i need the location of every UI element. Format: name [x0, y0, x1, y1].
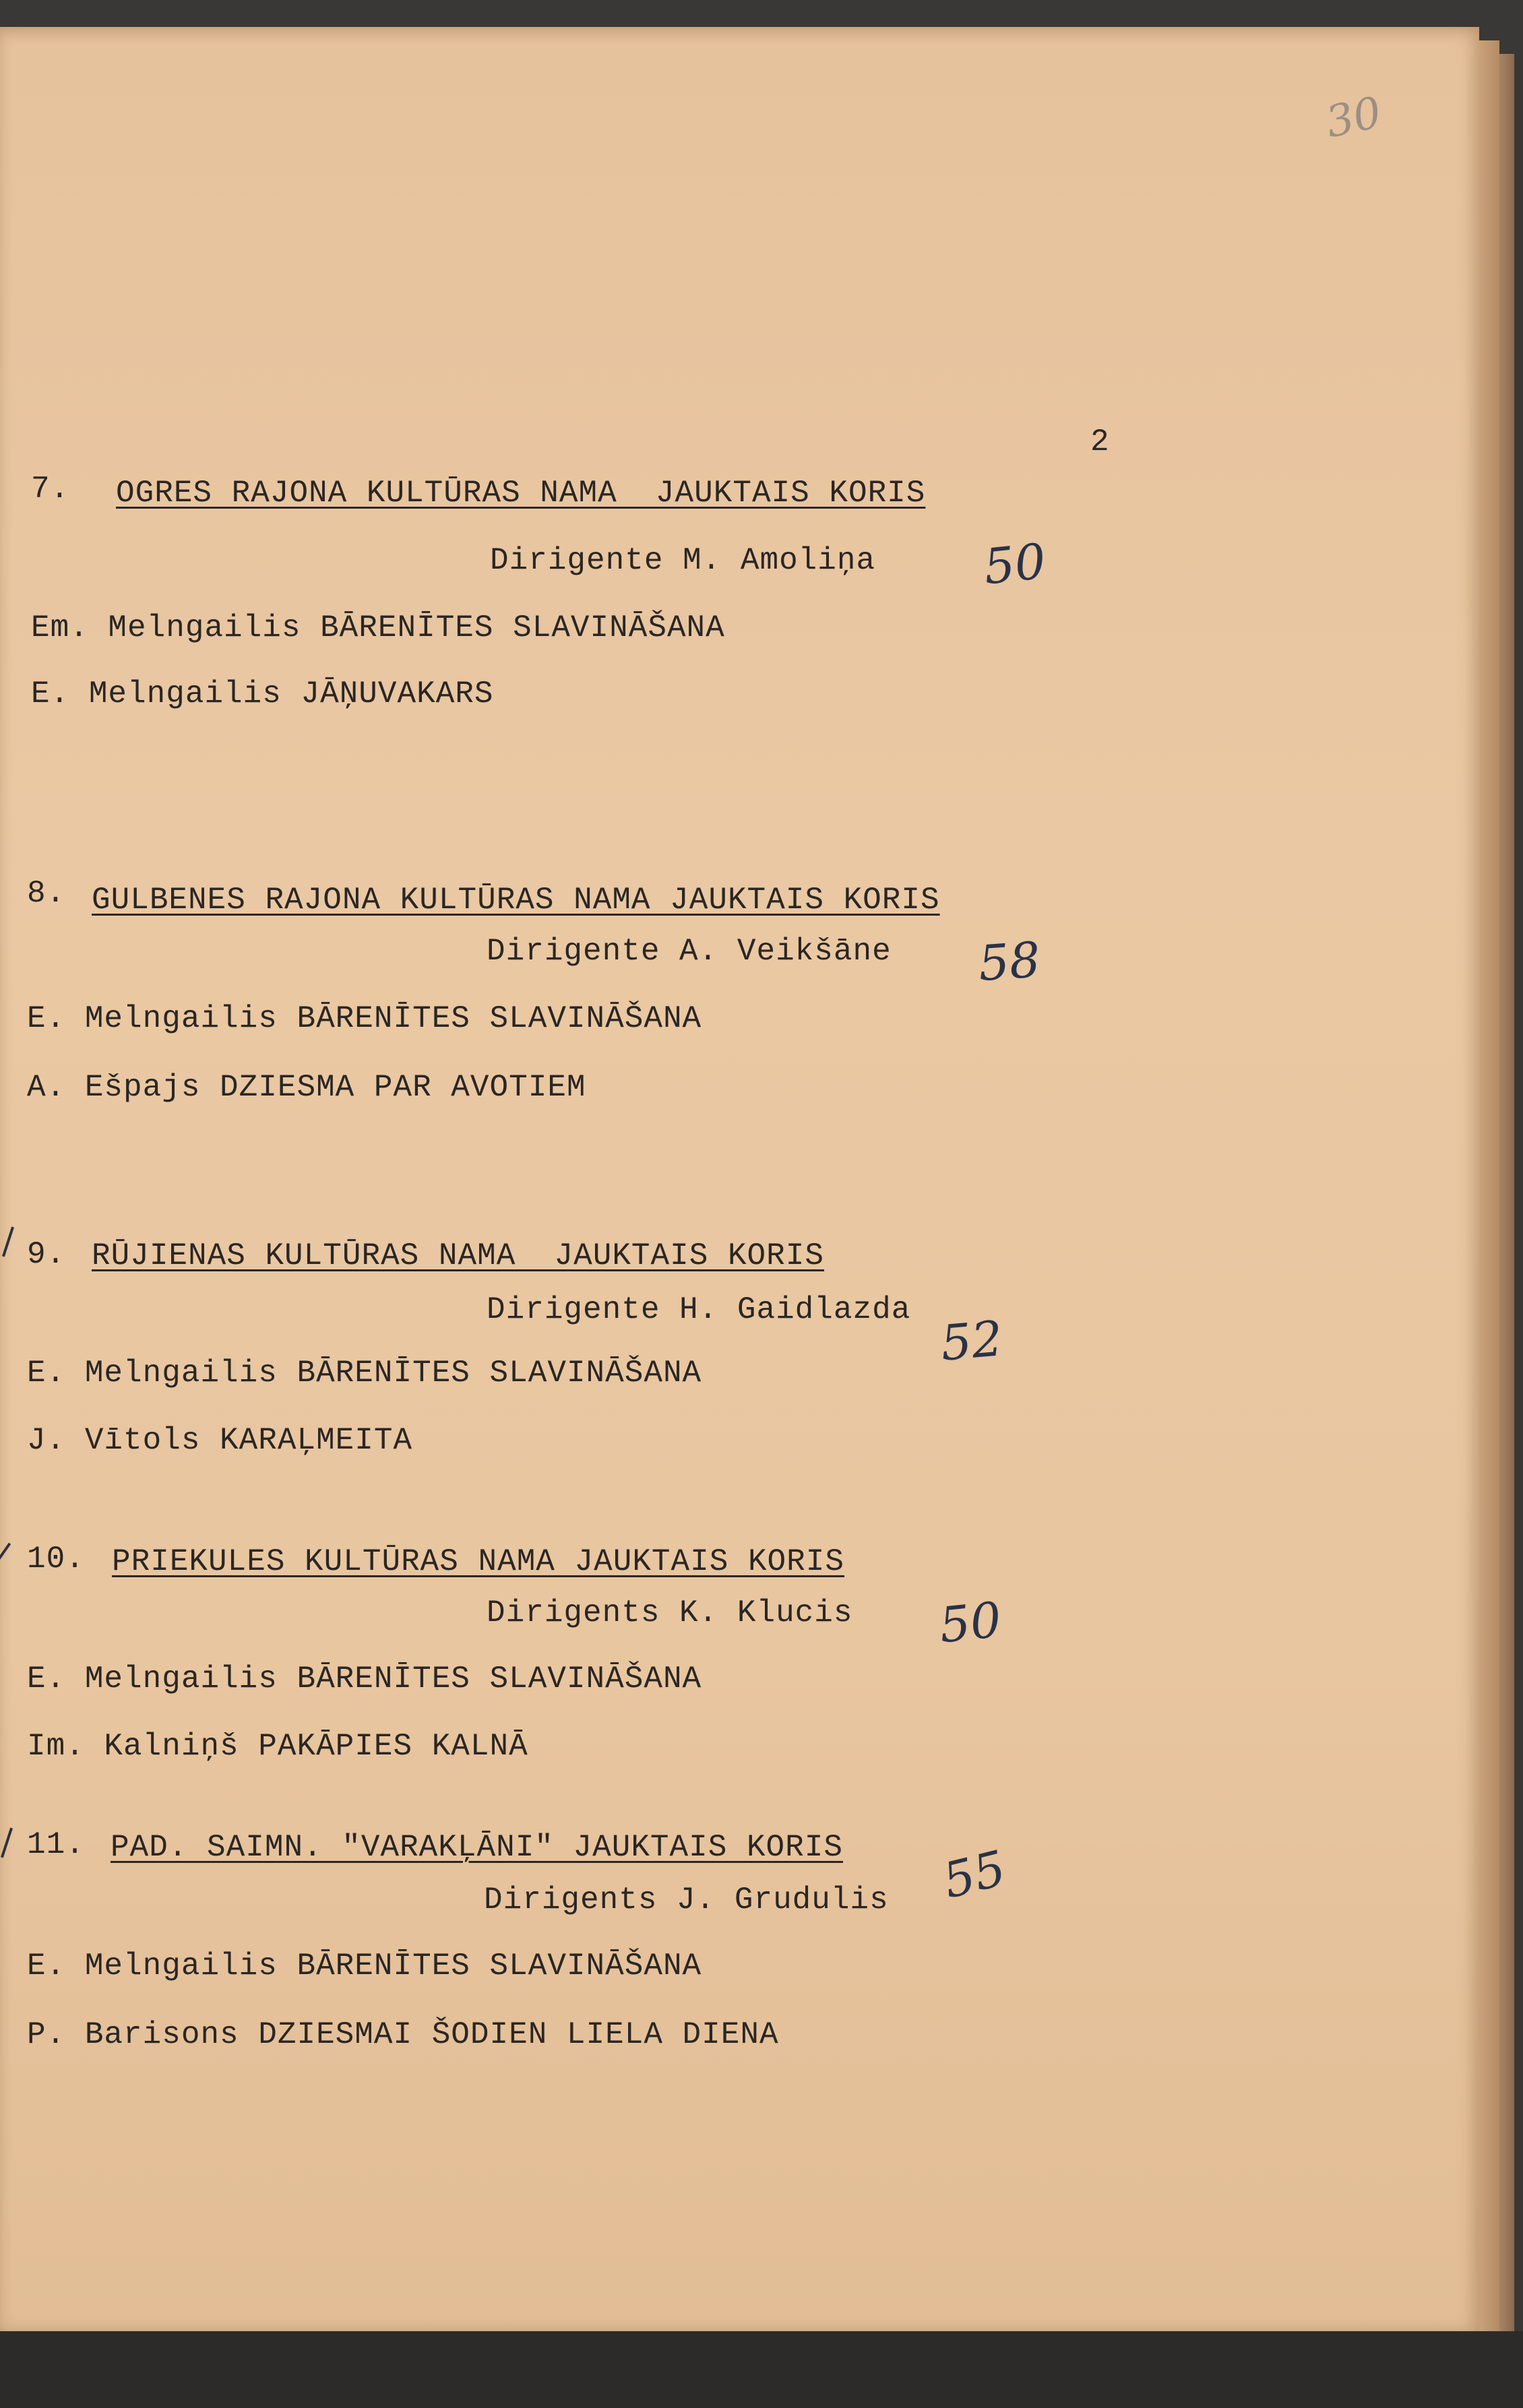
entry-number: 11.	[27, 1827, 85, 1862]
choir-title: GULBENES RAJONA KULTŪRAS NAMA JAUKTAIS KORIS	[92, 883, 940, 918]
song-line: Im. Kalniņš PAKĀPIES KALNĀ	[27, 1729, 528, 1764]
handwritten-score: 52	[938, 1310, 1005, 1372]
conductor: Dirigente H. Gaidlazda	[487, 1292, 911, 1327]
song-line: E. Melngailis BĀRENĪTES SLAVINĀŠANA	[27, 1948, 702, 1984]
conductor: Dirigente A. Veikšāne	[487, 934, 892, 969]
song-line: E. Melngailis BĀRENĪTES SLAVINĀŠANA	[27, 1356, 702, 1391]
song-line: Em. Melngailis BĀRENĪTES SLAVINĀŠANA	[31, 610, 725, 645]
conductor: Dirigents K. Klucis	[487, 1595, 853, 1630]
page-edge-back	[1499, 54, 1514, 2365]
entry-number: 7.	[31, 472, 70, 507]
choir-title: PRIEKULES KULTŪRAS NAMA JAUKTAIS KORIS	[112, 1544, 844, 1579]
background-strip	[0, 2331, 1523, 2408]
handwritten-score: 50	[936, 1591, 1004, 1654]
choir-title: RŪJIENAS KULTŪRAS NAMA JAUKTAIS KORIS	[92, 1238, 824, 1273]
page-edge	[1479, 40, 1499, 2345]
handwritten-score: 58	[976, 930, 1043, 992]
song-line: E. Melngailis BĀRENĪTES SLAVINĀŠANA	[27, 1661, 702, 1697]
choir-title: PAD. SAIMN. "VARAKĻĀNI" JAUKTAIS KORIS	[111, 1830, 843, 1865]
song-line: E. Melngailis BĀRENĪTES SLAVINĀŠANA	[27, 1001, 702, 1036]
conductor: Dirigente M. Amoliņa	[490, 543, 876, 578]
entry-number: 8.	[27, 876, 66, 911]
song-line: P. Barisons DZIESMAI ŠODIEN LIELA DIENA	[27, 2017, 779, 2052]
song-line: J. Vītols KARAĻMEITA	[27, 1423, 413, 1458]
song-line: A. Ešpajs DZIESMA PAR AVOTIEM	[27, 1070, 586, 1105]
conductor: Dirigents J. Grudulis	[484, 1882, 889, 1918]
entry-number: 10.	[27, 1542, 85, 1577]
song-line: E. Melngailis JĀŅUVAKARS	[31, 676, 494, 711]
page-number: 2	[1090, 424, 1110, 460]
handwritten-score: 50	[981, 532, 1049, 596]
choir-title: OGRES RAJONA KULTŪRAS NAMA JAUKTAIS KORIS	[116, 476, 926, 511]
handwritten-score: 55	[937, 1839, 1012, 1909]
document-page	[0, 27, 1479, 2331]
entry-number: 9.	[27, 1237, 66, 1272]
pencil-page-note: 30	[1322, 88, 1386, 148]
